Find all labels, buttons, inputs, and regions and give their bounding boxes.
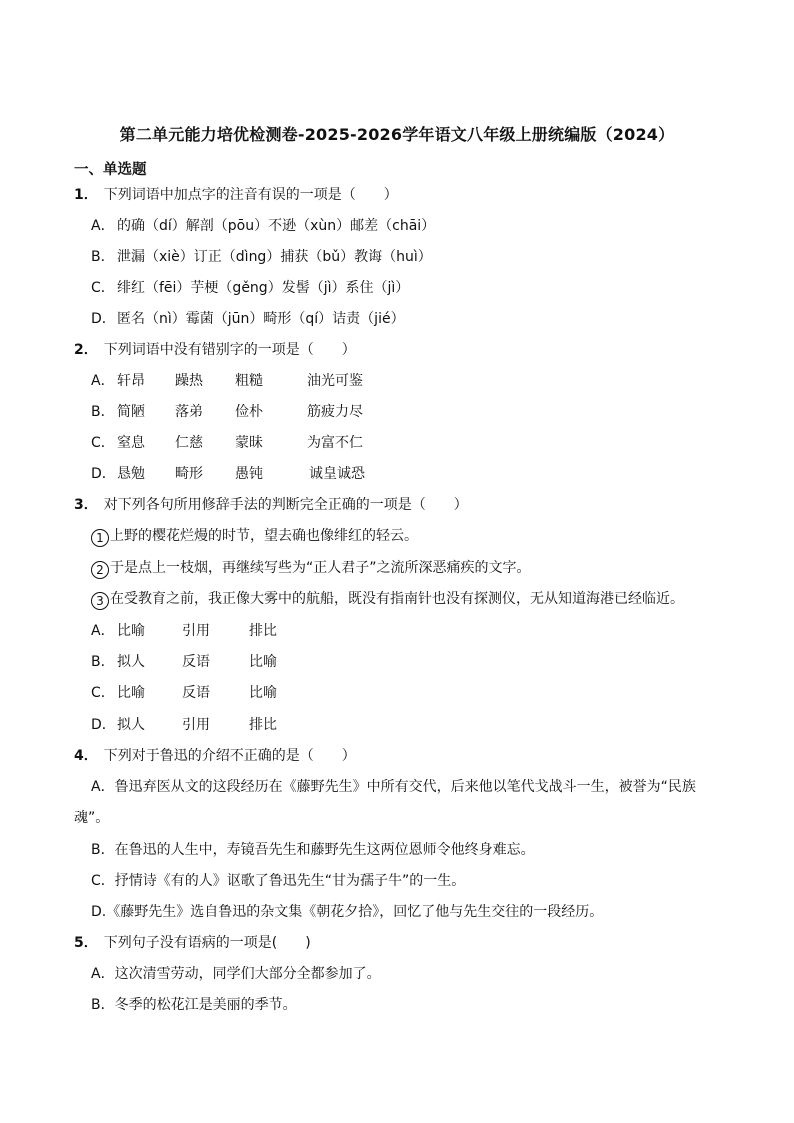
question-3-stem xyxy=(74,498,468,512)
q5-option-b: B．冬季的松花江是美丽的季节。 xyxy=(91,997,297,1013)
q3-sentence-1 xyxy=(91,529,418,547)
q4-option-b: B．在鲁迅的人生中，寿镜吾先生和藤野先生这两位恩师令他终身难忘。 xyxy=(91,842,535,858)
q2-option-d xyxy=(91,467,365,481)
option-label: C． xyxy=(91,435,115,451)
question-number: 4． xyxy=(74,748,98,764)
question-number: 1． xyxy=(74,187,98,203)
option-text: 的确（dí）解剖（pōu）不逊（xùn）邮差（chāi） xyxy=(117,218,436,234)
option-label: C． xyxy=(91,685,115,701)
q3-sentence-2 xyxy=(91,561,531,579)
word: 排比 xyxy=(249,717,277,733)
option-text: 泄漏（xiè）订正（dìng）捕获（bǔ）教诲（huì） xyxy=(117,249,432,265)
word: 简陋 xyxy=(117,404,145,420)
word: 引用 xyxy=(182,623,210,639)
sentence-text: 上野的樱花烂熳的时节，望去确也像绯红的轻云。 xyxy=(110,528,418,544)
question-4-stem xyxy=(74,749,356,763)
option-text: 绯红（fēi）芋梗（gěng）发髻（jì）系住（jì） xyxy=(117,280,410,296)
question-1-stem xyxy=(74,188,398,202)
question-text: 下列对于鲁迅的介绍不正确的是（ ） xyxy=(103,748,356,764)
word: 蒙昧 xyxy=(235,435,263,451)
question-number: 5． xyxy=(74,935,98,951)
q3-option-d xyxy=(91,718,277,732)
q1-option-d xyxy=(91,312,405,326)
word: 拟人 xyxy=(117,654,145,670)
section-heading: 一、单选题 xyxy=(74,162,147,178)
question-text: 下列句子没有语病的一项是( ) xyxy=(103,935,311,951)
word: 油光可鉴 xyxy=(307,373,363,389)
option-label: D． xyxy=(91,717,116,733)
sentence-text: 在受教育之前，我正像大雾中的航船，既没有指南针也没有探测仪，无从知道海港已经临近。 xyxy=(110,591,684,607)
word: 反语 xyxy=(182,654,210,670)
word: 反语 xyxy=(182,685,210,701)
circled-number: 2 xyxy=(91,561,109,579)
circled-number: 1 xyxy=(91,529,109,547)
word: 恳勉 xyxy=(117,466,145,482)
question-text: 对下列各句所用修辞手法的判断完全正确的一项是（ ） xyxy=(103,497,468,513)
q1-option-c xyxy=(91,281,409,295)
sentence-text: 于是点上一枝烟，再继续写些为“正人君子”之流所深恶痛疾的文字。 xyxy=(110,560,531,576)
word: 比喻 xyxy=(117,623,145,639)
question-number: 2． xyxy=(74,342,98,358)
option-text: 匿名（nì）霉菌（jūn）畸形（qí）诘责（jié） xyxy=(117,311,405,327)
word: 愚钝 xyxy=(235,466,263,482)
option-label: A． xyxy=(91,623,115,639)
word: 畸形 xyxy=(175,466,203,482)
option-label: A． xyxy=(91,373,115,389)
q2-option-b xyxy=(91,405,363,419)
option-label: D． xyxy=(91,311,116,327)
word: 窒息 xyxy=(117,435,145,451)
q3-option-c xyxy=(91,686,277,700)
q1-option-b xyxy=(91,250,432,264)
word: 排比 xyxy=(249,623,277,639)
q2-option-a xyxy=(91,374,363,388)
option-label: B． xyxy=(91,654,115,670)
q3-option-b xyxy=(91,655,277,669)
page-title: 第二单元能力培优检测卷-2025-2026学年语文八年级上册统编版（2024） xyxy=(119,125,675,144)
q3-sentence-3 xyxy=(91,592,684,610)
option-label: D． xyxy=(91,466,116,482)
question-number: 3． xyxy=(74,497,98,513)
q5-option-a: A．这次清雪劳动，同学们大部分全都参加了。 xyxy=(91,966,381,982)
word: 筋疲力尽 xyxy=(307,404,363,420)
q4-option-a-line2: 魂”。 xyxy=(74,810,110,826)
question-text: 下列词语中没有错别字的一项是（ ） xyxy=(103,342,356,358)
option-label: A． xyxy=(91,218,115,234)
q2-option-c xyxy=(91,436,363,450)
word: 仁慈 xyxy=(175,435,203,451)
q4-option-c: C．抒情诗《有的人》讴歌了鲁迅先生“甘为孺子牛”的一生。 xyxy=(91,873,466,889)
word: 比喻 xyxy=(249,654,277,670)
word: 比喻 xyxy=(117,685,145,701)
circled-number: 3 xyxy=(91,592,109,610)
q1-option-a xyxy=(91,219,435,233)
word: 俭朴 xyxy=(235,404,263,420)
option-label: B． xyxy=(91,404,115,420)
question-2-stem xyxy=(74,343,356,357)
word: 为富不仁 xyxy=(307,435,363,451)
question-5-stem xyxy=(74,936,311,950)
word: 比喻 xyxy=(249,685,277,701)
q4-option-a-line1: A．鲁迅弃医从文的这段经历在《藤野先生》中所有交代，后来他以笔代戈战斗一生，被誉为“民族 xyxy=(91,779,696,795)
word: 诚皇诚恐 xyxy=(309,466,365,482)
word: 躁热 xyxy=(175,373,203,389)
question-text: 下列词语中加点字的注音有误的一项是（ ） xyxy=(103,187,398,203)
word: 落弟 xyxy=(175,404,203,420)
q3-option-a xyxy=(91,624,277,638)
word: 引用 xyxy=(182,717,210,733)
q4-option-d: D.《藤野先生》选自鲁迅的杂文集《朝花夕拾》，回忆了他与先生交往的一段经历。 xyxy=(91,904,604,920)
word: 拟人 xyxy=(117,717,145,733)
option-label: C． xyxy=(91,280,115,296)
option-label: B． xyxy=(91,249,115,265)
word: 粗糙 xyxy=(235,373,263,389)
word: 轩昂 xyxy=(117,373,145,389)
